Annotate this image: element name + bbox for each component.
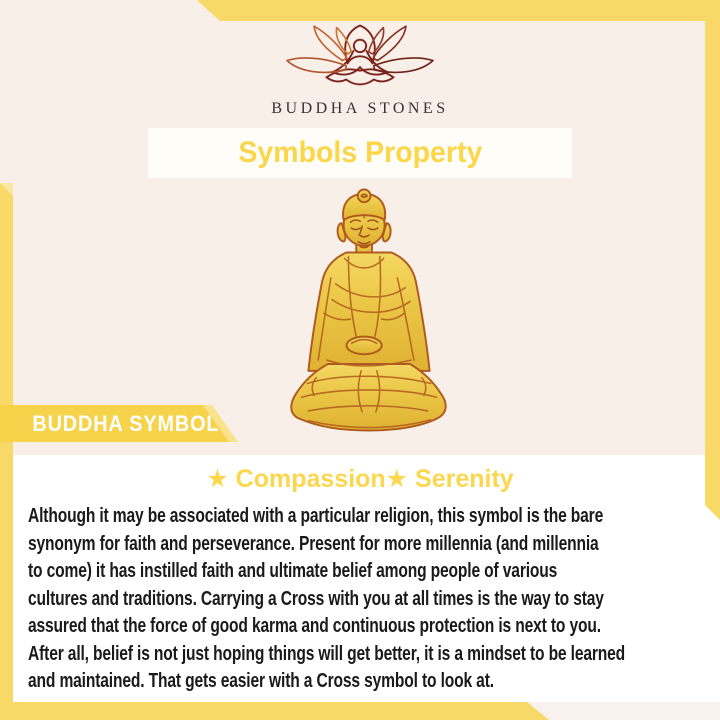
page-title: Symbols Property: [238, 136, 482, 169]
right-accent-strip: [705, 21, 720, 520]
top-accent-band: [0, 0, 720, 21]
body-line: Although it may be associated with a particular religion, this symbol is the bare: [28, 505, 604, 527]
brand-name: BUDDHA STONES: [271, 100, 449, 117]
lotus-meditation-icon: [272, 24, 448, 97]
bottom-accent-band: [0, 702, 560, 720]
buddha-illustration: [276, 188, 462, 452]
traits-heading: ★ Compassion★ Serenity: [206, 465, 514, 493]
body-line: After all, belief is not just hoping things will get better, it is a mindset to be learned: [28, 642, 626, 665]
body-line: cultures and traditions. Carrying a Cross with you at all times is the way to stay: [28, 587, 604, 610]
body-line: synonym for faith and perseverance. Present for more millennia (and millennia: [28, 532, 599, 555]
title-banner: [148, 128, 572, 178]
symbol-ribbon-label: BUDDHA SYMBOL: [32, 411, 220, 436]
left-accent-strip: [0, 183, 13, 720]
body-line: to come) it has instilled faith and ultimate belief among people of various: [28, 560, 558, 582]
body-line: and maintained. That gets easier with a Cross symbol to look at.: [28, 670, 494, 692]
body-line: assured that the force of good karma and continuous protection is next to you.: [28, 615, 601, 637]
body-paragraph: [28, 503, 718, 696]
